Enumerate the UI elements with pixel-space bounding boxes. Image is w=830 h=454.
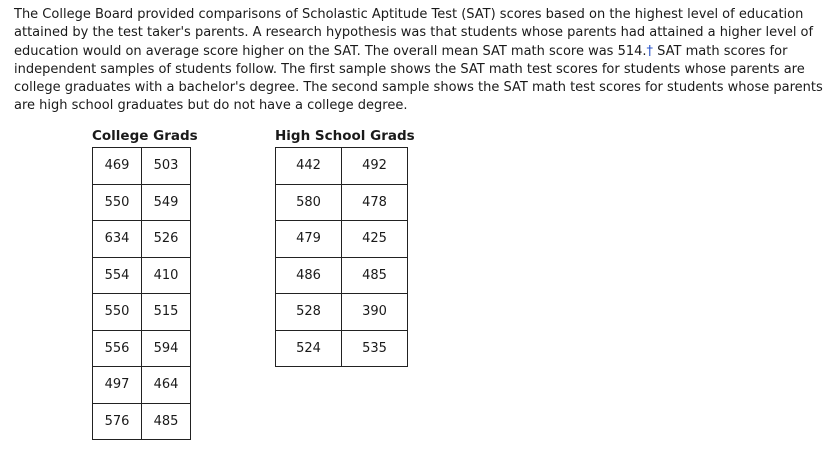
table-row <box>276 294 408 331</box>
table-cell: 528 <box>276 294 342 331</box>
table-cell: 526 <box>142 221 191 258</box>
table-cell: 390 <box>342 294 408 331</box>
table-cell: 485 <box>342 257 408 294</box>
table-row <box>93 184 191 221</box>
problem-statement <box>14 6 828 116</box>
table-row <box>276 184 408 221</box>
table-cell: 550 <box>93 184 142 221</box>
table-cell: 594 <box>142 330 191 367</box>
table-cell: 442 <box>276 148 342 185</box>
table-cell: 469 <box>93 148 142 185</box>
table-row <box>93 403 191 440</box>
table-row <box>276 257 408 294</box>
table-row <box>276 330 408 367</box>
table-row <box>93 148 191 185</box>
table-cell: 479 <box>276 221 342 258</box>
table-row <box>93 294 191 331</box>
college-grads-title: College Grads <box>92 128 198 144</box>
table-cell: 410 <box>142 257 191 294</box>
table-cell: 425 <box>342 221 408 258</box>
table-row <box>93 221 191 258</box>
table-cell: 550 <box>93 294 142 331</box>
table-row <box>93 330 191 367</box>
table-cell: 515 <box>142 294 191 331</box>
table-cell: 549 <box>142 184 191 221</box>
table-cell: 524 <box>276 330 342 367</box>
table-cell: 486 <box>276 257 342 294</box>
table-row <box>276 148 408 185</box>
table-cell: 554 <box>93 257 142 294</box>
table-cell: 478 <box>342 184 408 221</box>
table-cell: 576 <box>93 403 142 440</box>
table-cell: 497 <box>93 367 142 404</box>
college-grads-sample <box>92 127 198 440</box>
high-school-grads-sample <box>275 127 415 367</box>
problem-text-before: The College Board provided comparisons of Scholastic Aptitude Test (SAT) scores based on the highest level of education attained by the test taker's parents. A research hypothesis was that students whose parents had attained a higher level of education would on average score higher on the SAT. The overall mean SAT math score was 514. <box>14 7 814 59</box>
table-row <box>93 257 191 294</box>
table-cell: 535 <box>342 330 408 367</box>
high-school-grads-table <box>275 147 408 367</box>
table-cell: 556 <box>93 330 142 367</box>
college-grads-table <box>92 147 191 440</box>
table-row <box>93 367 191 404</box>
table-cell: 503 <box>142 148 191 185</box>
high-school-grads-title: High School Grads <box>275 128 415 144</box>
problem-text-after: SAT math scores for independent samples of students follow. The first sample shows the SAT math test scores for students whose parents are college graduates with a bachelor's degree. The second sample shows the SAT math test scores for students whose parents are high school graduates but do not have a college degree. <box>14 43 823 114</box>
table-cell: 634 <box>93 221 142 258</box>
table-cell: 485 <box>142 403 191 440</box>
table-cell: 492 <box>342 148 408 185</box>
table-cell: 464 <box>142 367 191 404</box>
table-row <box>276 221 408 258</box>
footnote-link[interactable]: † <box>646 43 654 59</box>
table-cell: 580 <box>276 184 342 221</box>
